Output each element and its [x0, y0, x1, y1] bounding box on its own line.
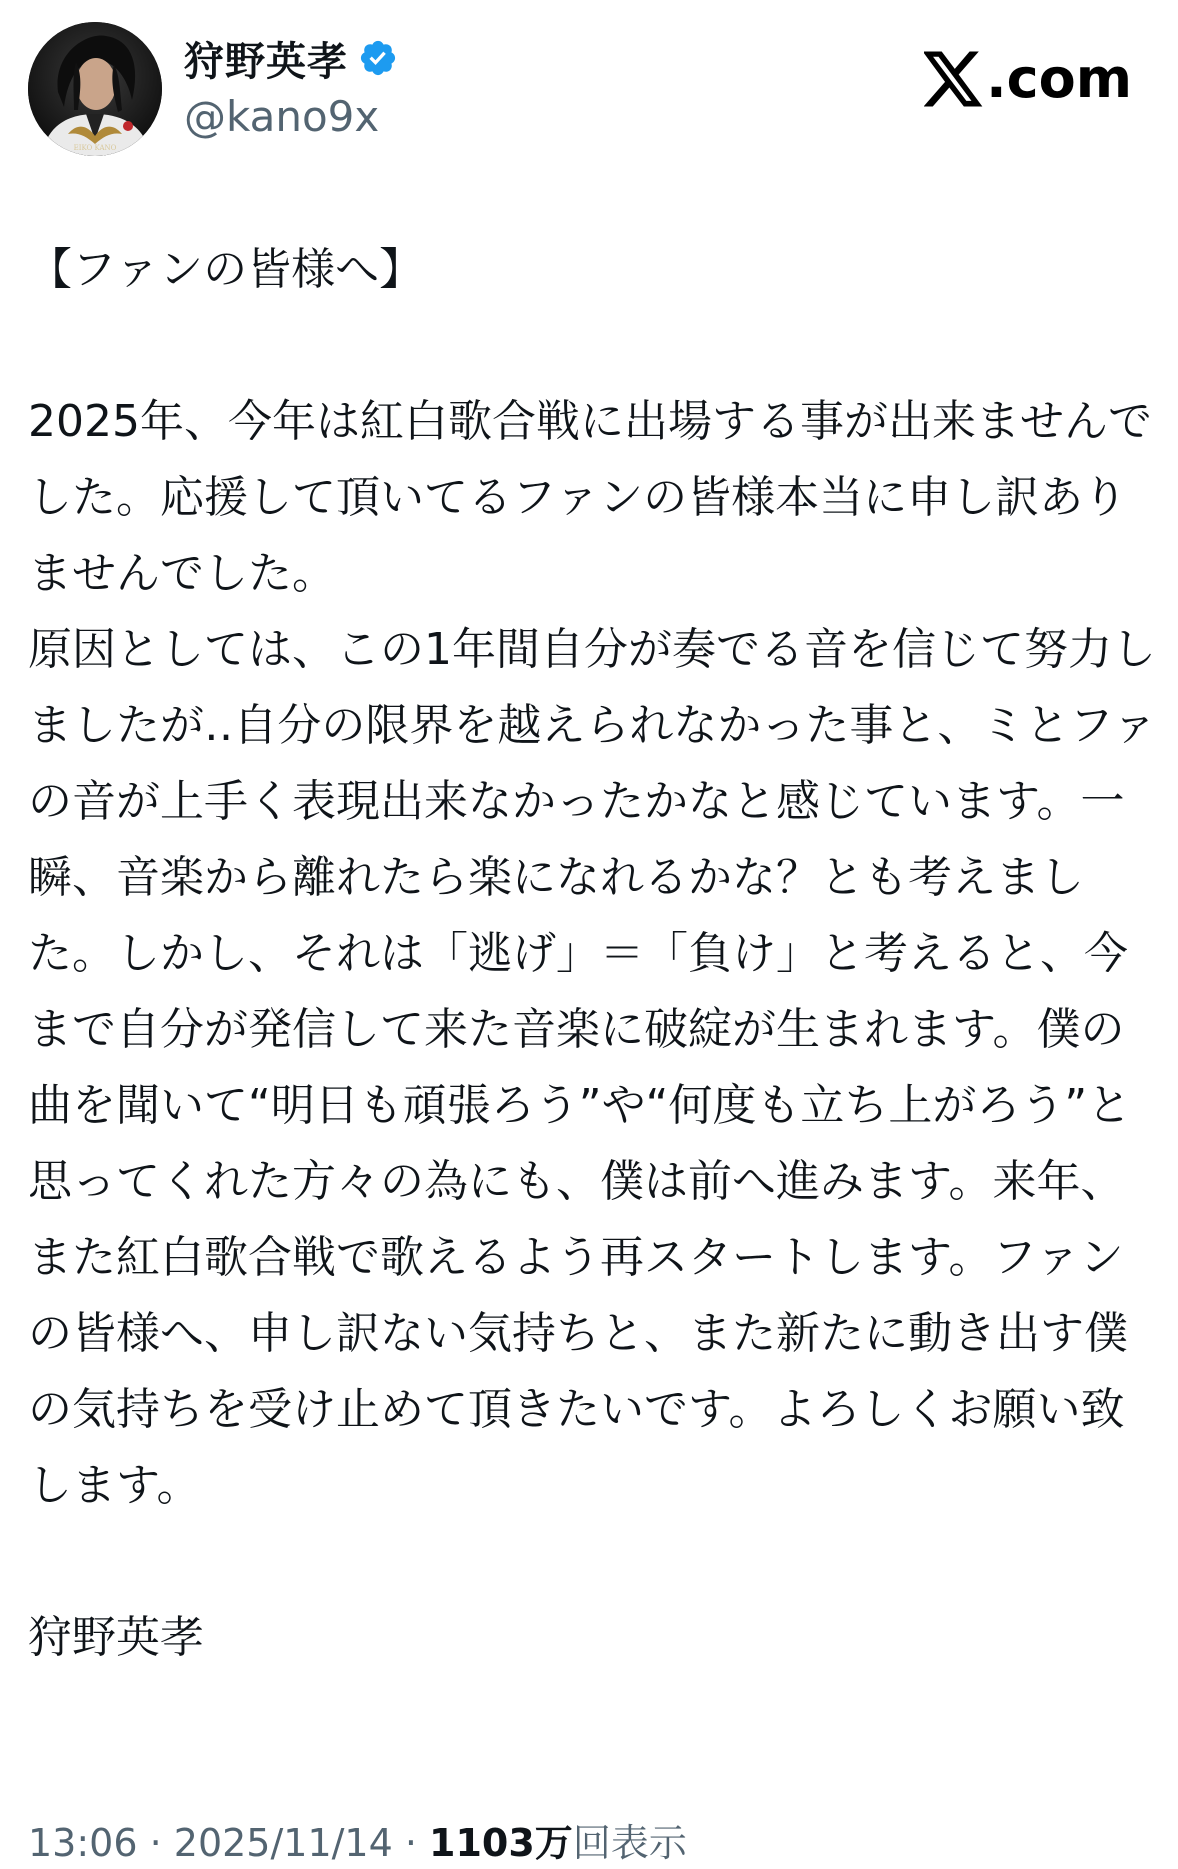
author-display-name[interactable]: 狩野英孝 — [184, 38, 348, 85]
author-handle[interactable]: @kano9x — [184, 92, 380, 141]
tweet-header — [28, 22, 1150, 158]
meta-separator: · — [137, 1821, 174, 1865]
tweet-text: 【ファンの皆様へ】 2025年、今年は紅白歌合戦に出場する事が出来ませんでした。応援して頂いてるファンの皆様本当に申し訳ありませんでした。 原因としては、この1年間自分が奏でる音を信じて努力しましたが‥自分の限界を越えられなかった事と、ミとファの音が上手く表現出来なかったかなと感じています。一瞬、音楽から離れたら楽になれるかな？とも考えました。しかし、それは「逃げ」＝「負け」と考えると、今まで自分が発信して来た音楽に破綻が生まれます。僕の曲を聞いて“明日も頑張ろう”や“何度も立ち上がろう”と思ってくれた方々の為にも、僕は前へ進みます。来年、また紅白歌合戦で歌えるよう再スタートします。ファンの皆様へ、申し訳ない気持ちと、また新たに動き出す僕の気持ちを受け止めて頂きたいです。よろしくお願い致します。 狩野英孝 — [28, 244, 1157, 1663]
avatar-caption: EIKO KANO — [73, 144, 117, 152]
avatar-photo-icon — [28, 22, 162, 156]
x-logo-icon — [924, 51, 984, 107]
author-avatar[interactable] — [28, 22, 162, 156]
brand-domain-text: .com — [986, 47, 1132, 110]
tweet-date[interactable]: 2025/11/14 — [173, 1821, 393, 1865]
tweet-meta — [28, 1812, 687, 1867]
tweet-time[interactable]: 13:06 — [28, 1821, 138, 1865]
x-brand — [924, 44, 1132, 114]
author-info — [184, 30, 398, 141]
meta-separator: · — [392, 1821, 430, 1865]
views-label: 回表示 — [572, 1821, 687, 1865]
views-count: 1103万 — [429, 1821, 573, 1865]
verified-badge-icon[interactable] — [358, 38, 398, 78]
